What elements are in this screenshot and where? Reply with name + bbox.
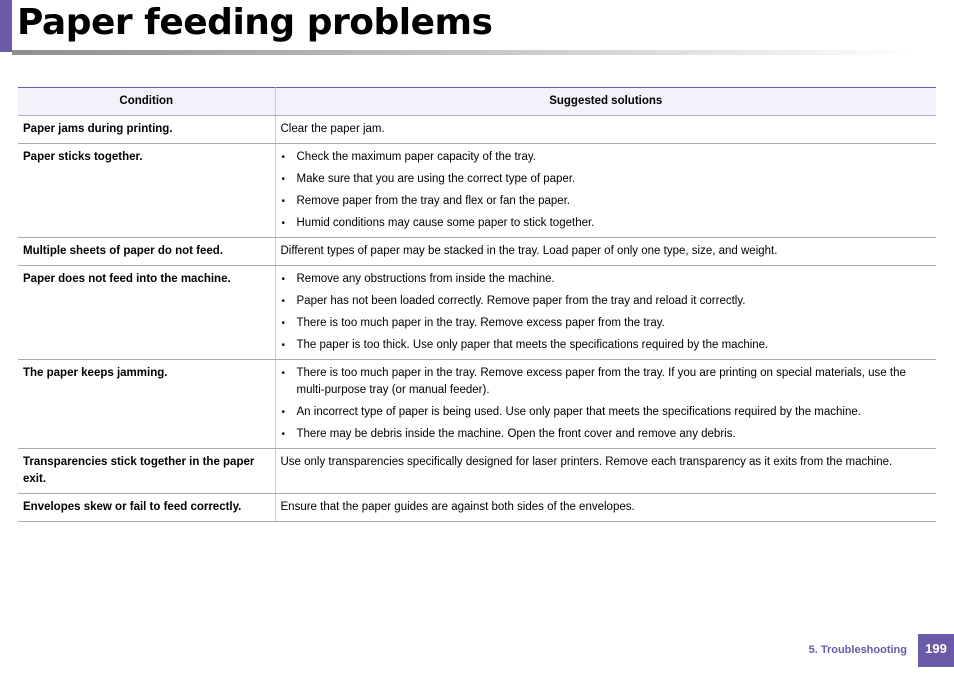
- condition-cell: Paper jams during printing.: [18, 116, 275, 144]
- title-underline: [12, 50, 917, 55]
- table-row: [18, 116, 936, 144]
- bullet-icon: •: [281, 174, 286, 185]
- table-row: [18, 144, 936, 238]
- table-row: [18, 266, 936, 360]
- solution-text: An incorrect type of paper is being used. Use only paper that meets the specifications required by the machine.: [296, 406, 861, 418]
- list-item: [281, 193, 932, 210]
- list-item: [281, 271, 932, 288]
- condition-cell: Paper does not feed into the machine.: [18, 266, 275, 360]
- condition-cell: Transparencies stick together in the paper exit.: [18, 449, 275, 494]
- list-item: [281, 215, 932, 232]
- bullet-icon: •: [281, 218, 286, 229]
- bullet-icon: •: [281, 152, 286, 163]
- title-accent-bar: [0, 0, 12, 52]
- solution-text: There is too much paper in the tray. Remove excess paper from the tray.: [296, 317, 665, 329]
- solution-text: There may be debris inside the machine. Open the front cover and remove any debris.: [296, 428, 736, 440]
- bullet-icon: •: [281, 318, 286, 329]
- table-row: [18, 238, 936, 266]
- list-item: [281, 149, 932, 166]
- paper-feeding-table: [18, 87, 936, 522]
- page-title: Paper feeding problems: [17, 2, 493, 43]
- condition-cell: Paper sticks together.: [18, 144, 275, 238]
- solution-cell: Clear the paper jam.: [275, 116, 936, 144]
- table-row: [18, 449, 936, 494]
- solution-text: Remove paper from the tray and flex or fan the paper.: [296, 195, 571, 207]
- table-row: [18, 360, 936, 449]
- solution-list: [281, 149, 932, 232]
- solution-text: Make sure that you are using the correct type of paper.: [296, 173, 576, 185]
- bullet-icon: •: [281, 296, 286, 307]
- footer-section-label: 5. Troubleshooting: [808, 644, 907, 656]
- list-item: [281, 337, 932, 354]
- condition-cell: Envelopes skew or fail to feed correctly.: [18, 494, 275, 522]
- list-item: [281, 426, 932, 443]
- solution-text: There is too much paper in the tray. Remove excess paper from the tray. If you are printing on special materials, use the multi-purpose tray (or manual feeder).: [296, 367, 906, 396]
- solution-cell: [275, 144, 936, 238]
- solution-cell: [275, 360, 936, 449]
- condition-cell: Multiple sheets of paper do not feed.: [18, 238, 275, 266]
- header-suggested-solutions: Suggested solutions: [275, 88, 936, 116]
- condition-cell: The paper keeps jamming.: [18, 360, 275, 449]
- bullet-icon: •: [281, 340, 286, 351]
- solution-cell: [275, 266, 936, 360]
- bullet-icon: •: [281, 274, 286, 285]
- solution-cell: Use only transparencies specifically designed for laser printers. Remove each transparency as it exits from the machine.: [275, 449, 936, 494]
- bullet-icon: •: [281, 429, 286, 440]
- solution-cell: Ensure that the paper guides are against both sides of the envelopes.: [275, 494, 936, 522]
- solution-text: Humid conditions may cause some paper to stick together.: [296, 217, 595, 229]
- list-item: [281, 315, 932, 332]
- solution-list: [281, 271, 932, 354]
- table-row: [18, 494, 936, 522]
- solution-cell: Different types of paper may be stacked in the tray. Load paper of only one type, size, and weight.: [275, 238, 936, 266]
- list-item: [281, 404, 932, 421]
- solution-list: [281, 365, 932, 443]
- solution-text: Check the maximum paper capacity of the tray.: [296, 151, 536, 163]
- solution-text: The paper is too thick. Use only paper that meets the specifications required by the machine.: [296, 339, 769, 351]
- header-condition: Condition: [18, 88, 275, 116]
- table-header-row: [18, 88, 936, 116]
- list-item: [281, 293, 932, 310]
- solution-text: Paper has not been loaded correctly. Remove paper from the tray and reload it correctly.: [296, 295, 746, 307]
- bullet-icon: •: [281, 196, 286, 207]
- page-number-badge: 199: [918, 634, 954, 667]
- bullet-icon: •: [281, 368, 286, 379]
- bullet-icon: •: [281, 407, 286, 418]
- list-item: [281, 171, 932, 188]
- list-item: [281, 365, 932, 399]
- solution-text: Remove any obstructions from inside the machine.: [296, 273, 555, 285]
